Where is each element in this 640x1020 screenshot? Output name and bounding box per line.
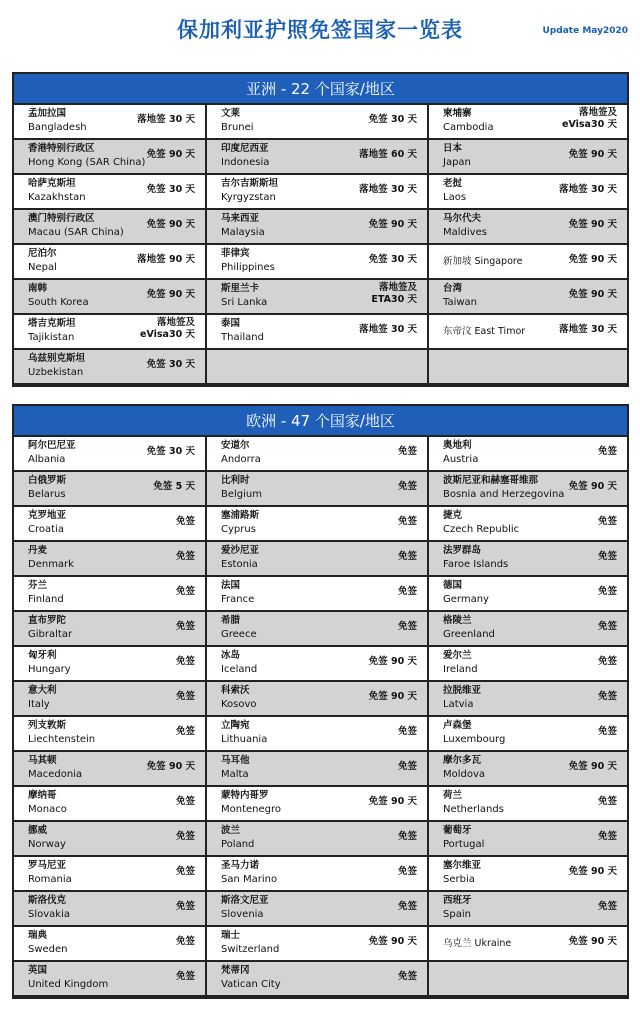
country-cell — [207, 437, 429, 472]
country-name-en: Cambodia — [443, 122, 494, 133]
visa-policy: 免签 90 天 — [368, 219, 417, 230]
visa-policy: 免签 — [397, 866, 417, 877]
country-name-en: Kyrgyzstan — [221, 192, 276, 203]
visa-policy: 免签 90 天 — [568, 289, 617, 300]
country-name-en: Romania — [28, 874, 72, 885]
country-cell — [14, 280, 207, 315]
country-name-cn: 荷兰 — [443, 790, 463, 801]
visa-policy: 免签 — [175, 726, 195, 737]
country-name-cn: 爱沙尼亚 — [221, 545, 260, 556]
visa-policy: 免签 — [175, 796, 195, 807]
country-name-cn: 波斯尼亚和赫塞哥维那 — [443, 475, 539, 486]
visa-policy: 免签 — [175, 971, 195, 982]
visa-policy: 免签 — [597, 586, 617, 597]
country-name-cn: 法国 — [221, 580, 241, 591]
country-cell — [429, 140, 627, 175]
country-cell — [207, 822, 429, 857]
visa-policy: 免签 30 天 — [146, 184, 195, 195]
visa-policy: 免签 — [175, 516, 195, 527]
visa-policy: 免签 90 天 — [568, 866, 617, 877]
country-cell — [14, 210, 207, 245]
country-name-cn: 挪威 — [28, 825, 48, 836]
country-name-en: Japan — [443, 157, 471, 168]
visa-policy: 免签 — [397, 761, 417, 772]
country-cell — [14, 822, 207, 857]
country-name-en: Serbia — [443, 874, 475, 885]
asia-country-grid — [14, 105, 627, 385]
country-name-en: Slovenia — [221, 909, 264, 920]
country-name: 东帝汶 East Timor — [443, 326, 526, 337]
visa-policy: 免签 90 天 — [146, 289, 195, 300]
country-name-cn: 孟加拉国 — [28, 108, 67, 119]
visa-policy: 免签 — [397, 831, 417, 842]
visa-policy: 落地签及 eVisa30 天 — [562, 107, 617, 130]
country-cell — [14, 542, 207, 577]
country-name-cn: 科索沃 — [221, 685, 250, 696]
country-name-cn: 塞浦路斯 — [221, 510, 260, 521]
empty-cell — [429, 350, 627, 385]
europe-region-header: 欧洲 - 47 个国家/地区 — [14, 406, 627, 437]
country-name-cn: 德国 — [443, 580, 463, 591]
country-name-en: Andorra — [221, 454, 261, 465]
country-cell — [207, 752, 429, 787]
country-name-en: Malaysia — [221, 227, 265, 238]
country-name-en: Germany — [443, 594, 489, 605]
country-name-en: San Marino — [221, 874, 278, 885]
country-name-en: Gibraltar — [28, 629, 73, 640]
country-cell — [207, 612, 429, 647]
country-cell — [429, 787, 627, 822]
country-name-cn: 蒙特内哥罗 — [221, 790, 269, 801]
country-cell — [14, 892, 207, 927]
country-cell — [429, 822, 627, 857]
visa-policy: 免签 — [397, 586, 417, 597]
country-cell — [14, 787, 207, 822]
country-name-cn: 直布罗陀 — [28, 615, 67, 626]
country-name: 新加坡 Singapore — [443, 256, 523, 267]
country-name-cn: 梵蒂冈 — [221, 965, 250, 976]
country-cell — [207, 647, 429, 682]
visa-policy: 落地签 30 天 — [559, 184, 617, 195]
visa-policy: 免签 30 天 — [146, 446, 195, 457]
visa-policy: 免签 — [397, 901, 417, 912]
country-cell — [14, 752, 207, 787]
country-name-cn: 印度尼西亚 — [221, 143, 269, 154]
visa-policy: 免签 — [597, 656, 617, 667]
country-name-cn: 奥地利 — [443, 440, 472, 451]
country-name-cn: 意大利 — [28, 685, 57, 696]
country-cell — [14, 682, 207, 717]
country-cell — [14, 962, 207, 997]
country-name-en: Liechtenstein — [28, 734, 96, 745]
country-cell — [207, 175, 429, 210]
country-name-en: United Kingdom — [28, 979, 109, 990]
country-name-en: Uzbekistan — [28, 367, 84, 378]
country-cell — [429, 507, 627, 542]
country-cell — [207, 472, 429, 507]
country-name-en: Bosnia and Herzegovina — [443, 489, 565, 500]
visa-policy: 免签 — [397, 621, 417, 632]
country-name-cn: 塞尔维亚 — [443, 860, 482, 871]
visa-policy: 免签 — [397, 446, 417, 457]
country-cell — [14, 315, 207, 350]
country-name-cn: 菲律宾 — [221, 248, 250, 259]
europe-region — [12, 404, 629, 999]
country-name-en: Lithuania — [221, 734, 268, 745]
country-name-cn: 阿尔巴尼亚 — [28, 440, 76, 451]
visa-policy: 免签 — [175, 691, 195, 702]
country-name-cn: 乌兹别克斯坦 — [28, 353, 86, 364]
country-name-en: Croatia — [28, 524, 64, 535]
country-name-en: Philippines — [221, 262, 275, 273]
country-cell — [14, 717, 207, 752]
country-name-cn: 泰国 — [221, 318, 241, 329]
country-name-cn: 马来西亚 — [221, 213, 260, 224]
visa-policy: 免签 90 天 — [568, 149, 617, 160]
country-name-cn: 马其顿 — [28, 755, 57, 766]
country-cell — [14, 647, 207, 682]
visa-policy: 免签 — [397, 481, 417, 492]
visa-policy: 免签 — [597, 691, 617, 702]
country-name-en: Denmark — [28, 559, 74, 570]
visa-policy: 免签 — [597, 726, 617, 737]
country-name-en: Macedonia — [28, 769, 83, 780]
country-name-cn: 斯里兰卡 — [221, 283, 260, 294]
country-name-en: Greenland — [443, 629, 495, 640]
country-name-en: Brunei — [221, 122, 254, 133]
visa-policy: 落地签及 eVisa30 天 — [140, 317, 195, 340]
visa-policy: 免签 — [597, 516, 617, 527]
country-name-cn: 爱尔兰 — [443, 650, 472, 661]
country-cell — [14, 437, 207, 472]
visa-policy: 免签 — [175, 901, 195, 912]
visa-policy: 免签 — [397, 971, 417, 982]
country-name-cn: 摩纳哥 — [28, 790, 57, 801]
country-name-cn: 瑞典 — [28, 930, 48, 941]
country-name-cn: 丹麦 — [28, 545, 48, 556]
country-name-cn: 比利时 — [221, 475, 250, 486]
visa-policy: 免签 — [175, 656, 195, 667]
country-cell — [429, 175, 627, 210]
country-name-cn: 匈牙利 — [28, 650, 57, 661]
country-name-en: Taiwan — [443, 297, 478, 308]
visa-policy: 免签 30 天 — [146, 359, 195, 370]
country-name-en: Thailand — [221, 332, 264, 343]
visa-policy: 免签 — [597, 796, 617, 807]
country-name-cn: 马尔代夫 — [443, 213, 482, 224]
country-name-en: Latvia — [443, 699, 474, 710]
visa-policy: 免签 90 天 — [368, 936, 417, 947]
visa-policy: 免签 90 天 — [368, 656, 417, 667]
country-name-cn: 希腊 — [221, 615, 241, 626]
country-cell — [14, 105, 207, 140]
country-name: 乌克兰 Ukraine — [443, 938, 512, 949]
country-cell — [429, 682, 627, 717]
visa-policy: 免签 90 天 — [368, 796, 417, 807]
country-name-en: Iceland — [221, 664, 258, 675]
country-name-en: France — [221, 594, 255, 605]
country-name-cn: 南韩 — [28, 283, 48, 294]
visa-policy: 免签 90 天 — [146, 219, 195, 230]
page-title: 保加利亚护照免签国家一览表 — [177, 18, 463, 42]
country-cell — [207, 210, 429, 245]
country-cell — [14, 612, 207, 647]
country-cell — [14, 507, 207, 542]
country-name-en: Hong Kong (SAR China) — [28, 157, 146, 168]
country-name-cn: 尼泊尔 — [28, 248, 57, 259]
country-cell — [14, 472, 207, 507]
country-name-cn: 捷克 — [443, 510, 463, 521]
country-cell — [429, 647, 627, 682]
country-cell — [207, 682, 429, 717]
visa-policy: 免签 — [597, 901, 617, 912]
country-cell — [429, 857, 627, 892]
visa-policy: 落地签 30 天 — [137, 114, 195, 125]
country-cell — [14, 350, 207, 385]
country-name-en: Hungary — [28, 664, 71, 675]
country-name-cn: 拉脱维亚 — [443, 685, 482, 696]
country-name-en: Belarus — [28, 489, 66, 500]
country-cell — [207, 962, 429, 997]
country-cell — [207, 542, 429, 577]
country-cell — [429, 752, 627, 787]
visa-policy: 免签 — [175, 831, 195, 842]
country-name-en: South Korea — [28, 297, 89, 308]
country-cell — [207, 787, 429, 822]
country-name-cn: 冰岛 — [221, 650, 241, 661]
visa-policy: 免签 5 天 — [153, 481, 195, 492]
country-cell — [14, 577, 207, 612]
visa-policy: 免签 — [597, 621, 617, 632]
country-name-cn: 哈萨克斯坦 — [28, 178, 76, 189]
country-cell — [14, 140, 207, 175]
country-name-cn: 台湾 — [443, 283, 463, 294]
country-name-cn: 柬埔寨 — [443, 108, 472, 119]
country-cell — [14, 245, 207, 280]
visa-policy: 免签 — [397, 516, 417, 527]
country-name-cn: 列支敦斯 — [28, 720, 67, 731]
country-name-en: Greece — [221, 629, 257, 640]
visa-policy: 免签 90 天 — [146, 149, 195, 160]
visa-policy: 免签 90 天 — [568, 254, 617, 265]
country-name-cn: 圣马力诺 — [221, 860, 260, 871]
visa-policy: 免签 — [175, 866, 195, 877]
country-cell — [207, 245, 429, 280]
country-name-en: Nepal — [28, 262, 57, 273]
country-name-cn: 瑞士 — [221, 930, 241, 941]
country-name-cn: 老挝 — [443, 178, 463, 189]
country-cell — [207, 892, 429, 927]
country-cell — [14, 857, 207, 892]
visa-policy: 免签 30 天 — [368, 254, 417, 265]
country-name-en: Poland — [221, 839, 255, 850]
country-name-cn: 塔吉克斯坦 — [28, 318, 76, 329]
country-name-en: Indonesia — [221, 157, 270, 168]
visa-policy: 免签 90 天 — [146, 761, 195, 772]
country-name-cn: 文莱 — [221, 108, 241, 119]
country-name-en: Cyprus — [221, 524, 256, 535]
country-cell — [429, 315, 627, 350]
country-name-en: Monaco — [28, 804, 67, 815]
country-name-cn: 西班牙 — [443, 895, 472, 906]
country-name-cn: 葡萄牙 — [443, 825, 472, 836]
visa-policy: 免签 30 天 — [368, 114, 417, 125]
country-name-en: Moldova — [443, 769, 486, 780]
country-name-cn: 香港特别行政区 — [28, 143, 95, 154]
visa-policy: 免签 — [397, 726, 417, 737]
country-name-en: Albania — [28, 454, 66, 465]
country-name-en: Austria — [443, 454, 479, 465]
country-name-en: Estonia — [221, 559, 258, 570]
country-name-en: Italy — [28, 699, 50, 710]
visa-policy: 落地签及 ETA30 天 — [371, 282, 417, 305]
country-name-cn: 澳门特别行政区 — [28, 213, 95, 224]
country-cell — [207, 927, 429, 962]
country-cell — [429, 280, 627, 315]
asia-region-header: 亚洲 - 22 个国家/地区 — [14, 74, 627, 105]
country-name-en: Tajikistan — [28, 332, 75, 343]
visa-policy: 落地签 90 天 — [137, 254, 195, 265]
country-name-cn: 立陶宛 — [221, 720, 250, 731]
country-cell — [207, 280, 429, 315]
visa-policy: 免签 — [175, 551, 195, 562]
country-name-cn: 罗马尼亚 — [28, 860, 67, 871]
country-cell — [429, 105, 627, 140]
country-cell — [14, 927, 207, 962]
country-name-cn: 克罗地亚 — [28, 510, 67, 521]
empty-cell — [429, 962, 627, 997]
country-cell — [207, 315, 429, 350]
visa-policy: 落地签 30 天 — [359, 184, 417, 195]
country-cell — [207, 857, 429, 892]
country-name-cn: 吉尔吉斯斯坦 — [221, 178, 279, 189]
europe-country-grid — [14, 437, 627, 997]
visa-policy: 落地签 30 天 — [359, 324, 417, 335]
country-cell — [429, 245, 627, 280]
country-cell — [429, 717, 627, 752]
country-name-en: Ireland — [443, 664, 478, 675]
country-name-en: Switzerland — [221, 944, 280, 955]
visa-policy: 免签 — [597, 831, 617, 842]
country-name-cn: 摩尔多瓦 — [443, 755, 482, 766]
country-cell — [429, 437, 627, 472]
visa-policy: 免签 — [175, 621, 195, 632]
country-name-en: Vatican City — [221, 979, 281, 990]
country-name-cn: 白俄罗斯 — [28, 475, 67, 486]
country-name-en: Sri Lanka — [221, 297, 268, 308]
visa-policy: 免签 90 天 — [568, 761, 617, 772]
visa-policy: 免签 — [175, 936, 195, 947]
country-name-cn: 日本 — [443, 143, 463, 154]
country-name-cn: 斯洛文尼亚 — [221, 895, 269, 906]
country-name-en: Maldives — [443, 227, 487, 238]
country-name-en: Kazakhstan — [28, 192, 86, 203]
country-name-en: Montenegro — [221, 804, 282, 815]
country-name-cn: 马耳他 — [221, 755, 250, 766]
visa-policy: 免签 — [597, 446, 617, 457]
country-cell — [429, 577, 627, 612]
country-name-en: Portugal — [443, 839, 485, 850]
country-name-en: Czech Republic — [443, 524, 520, 535]
country-name-cn: 斯洛伐克 — [28, 895, 67, 906]
visa-policy: 免签 — [397, 551, 417, 562]
empty-cell — [207, 350, 429, 385]
country-name-en: Norway — [28, 839, 66, 850]
visa-policy: 落地签 60 天 — [359, 149, 417, 160]
country-cell — [429, 612, 627, 647]
country-cell — [14, 175, 207, 210]
country-name-cn: 法罗群岛 — [443, 545, 482, 556]
country-name-cn: 波兰 — [221, 825, 241, 836]
country-name-cn: 卢森堡 — [443, 720, 472, 731]
country-cell — [207, 577, 429, 612]
visa-policy: 落地签 30 天 — [559, 324, 617, 335]
country-cell — [207, 507, 429, 542]
country-name-cn: 安道尔 — [221, 440, 250, 451]
country-cell — [207, 105, 429, 140]
country-name-en: Slovakia — [28, 909, 70, 920]
visa-policy: 免签 — [597, 551, 617, 562]
country-name-en: Macau (SAR China) — [28, 227, 124, 238]
country-name-cn: 英国 — [28, 965, 48, 976]
country-name-en: Laos — [443, 192, 467, 203]
country-cell — [207, 717, 429, 752]
country-name-en: Kosovo — [221, 699, 257, 710]
country-cell — [207, 140, 429, 175]
country-name-en: Spain — [443, 909, 471, 920]
country-name-en: Belgium — [221, 489, 262, 500]
country-cell — [429, 210, 627, 245]
visa-policy: 免签 90 天 — [568, 219, 617, 230]
country-cell — [429, 472, 627, 507]
country-name-cn: 格陵兰 — [443, 615, 472, 626]
country-name-en: Netherlands — [443, 804, 504, 815]
country-name-en: Finland — [28, 594, 64, 605]
country-cell — [429, 927, 627, 962]
country-name-en: Sweden — [28, 944, 68, 955]
country-name-en: Faroe Islands — [443, 559, 509, 570]
visa-policy: 免签 90 天 — [568, 481, 617, 492]
country-name-cn: 芬兰 — [28, 580, 48, 591]
country-cell — [429, 892, 627, 927]
visa-policy: 免签 90 天 — [568, 936, 617, 947]
visa-policy: 免签 90 天 — [368, 691, 417, 702]
country-name-en: Luxembourg — [443, 734, 506, 745]
visa-policy: 免签 — [175, 586, 195, 597]
country-name-en: Malta — [221, 769, 249, 780]
country-cell — [429, 542, 627, 577]
update-note: Update May2020 — [542, 26, 628, 36]
asia-region — [12, 72, 629, 387]
country-name-en: Bangladesh — [28, 122, 87, 133]
